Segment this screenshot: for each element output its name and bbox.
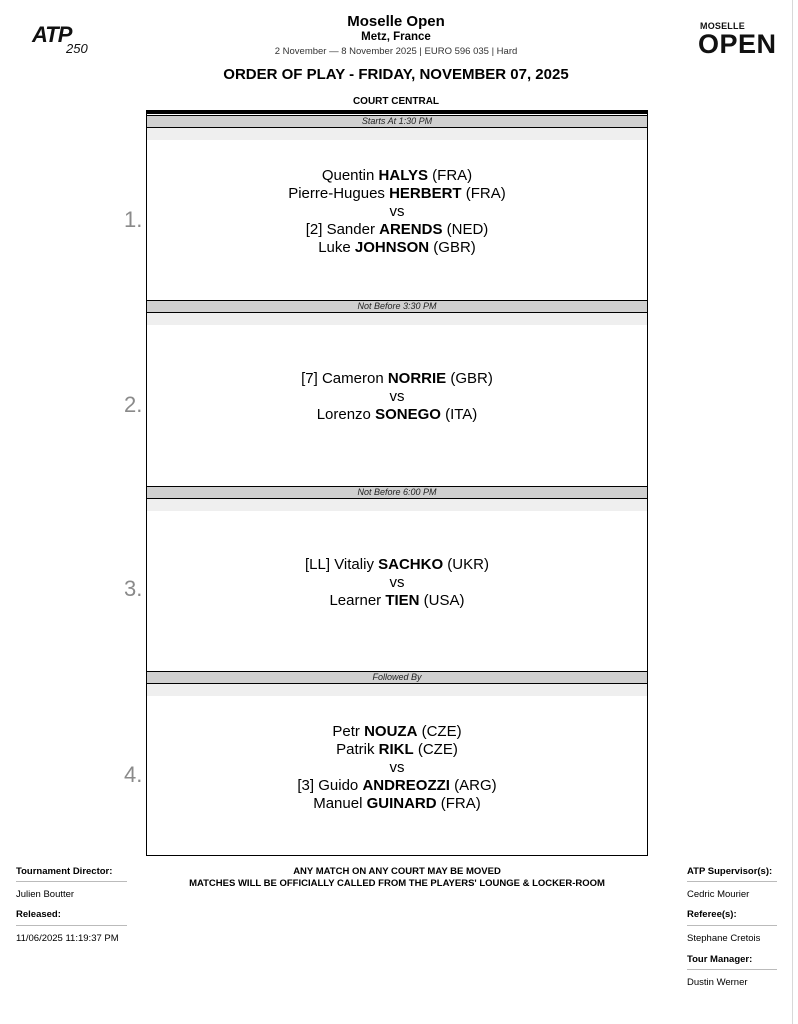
atp-logo-text: ATP [32,22,72,47]
match-time: Not Before 3:30 PM [146,300,648,313]
versus-label: vs [389,203,405,220]
tour-manager-label: Tour Manager: [687,954,753,965]
match-slot-1 [124,115,648,301]
tournament-title: Moselle Open [347,13,445,30]
versus-label: vs [389,388,405,405]
player-line: Patrik RIKL (CZE) [336,741,458,758]
supervisor-name: Cedric Mourier [687,889,750,900]
player-line: Quentin HALYS (FRA) [321,167,473,184]
released-label: Released: [16,909,61,920]
player-line: Pierre-Hugues HERBERT (FRA) [288,185,506,202]
match-number: 2. [124,392,143,417]
match-players [146,370,648,424]
notice-text [146,866,648,890]
player-line: Manuel GUINARD (FRA) [313,795,481,812]
slot-spacer [147,128,647,140]
divider [16,925,127,926]
match-time: Starts At 1:30 PM [146,115,648,128]
referee-name: Stephane Cretois [687,933,761,944]
divider [687,925,777,926]
tournament-location: Metz, France [361,31,431,43]
notice-line-1: ANY MATCH ON ANY COURT MAY BE MOVED [293,866,501,877]
match-number: 1. [124,207,143,232]
director-name: Julien Boutter [16,889,75,900]
divider [16,881,127,882]
notice-line-2: MATCHES WILL BE OFFICIALLY CALLED FROM THE PLAYERS' LOUNGE & LOCKER-ROOM [189,878,605,889]
match-number: 3. [124,576,143,601]
versus-label: vs [389,574,405,591]
match-time: Followed By [146,671,648,684]
supervisor-label: ATP Supervisor(s): [687,866,773,877]
released-timestamp: 11/06/2025 11:19:37 PM [16,933,119,944]
player-line: Luke JOHNSON (GBR) [318,239,476,256]
director-label: Tournament Director: [16,866,113,877]
player-line: Lorenzo SONEGO (ITA) [316,406,478,423]
slot-spacer [147,499,647,511]
match-slot-3 [124,486,648,672]
tour-manager-name: Dustin Werner [687,977,748,988]
referee-label: Referee(s): [687,909,737,920]
player-line: [3] Guido ANDREOZZI (ARG) [297,777,497,794]
match-players [146,556,648,610]
logo-moselle-text: MOSELLE [700,21,745,31]
player-line: Petr NOUZA (CZE) [332,723,462,740]
court-name: COURT CENTRAL [352,96,440,107]
match-slot-4 [124,671,648,855]
versus-label: vs [389,759,405,776]
slot-spacer [147,684,647,696]
divider [687,881,777,882]
tournament-details: 2 November — 8 November 2025 | EURO 596 035 | Hard [274,46,518,57]
player-line: [2] Sander ARENDS (NED) [305,221,489,238]
page-edge [792,0,793,1024]
match-slot-2 [124,300,648,486]
order-of-play-title: ORDER OF PLAY - FRIDAY, NOVEMBER 07, 2025 [223,66,569,83]
player-line: Learner TIEN (USA) [329,592,465,609]
divider [687,969,777,970]
player-line: [LL] Vitaliy SACHKO (UKR) [305,556,489,573]
atp-logo-number: 250 [66,41,88,56]
match-time: Not Before 6:00 PM [146,486,648,499]
slot-spacer [147,313,647,325]
match-number: 4. [124,762,143,787]
match-players [146,723,648,813]
logo-open-text: OPEN [698,29,777,59]
match-players [146,167,648,257]
player-line: [7] Cameron NORRIE (GBR) [301,370,493,387]
